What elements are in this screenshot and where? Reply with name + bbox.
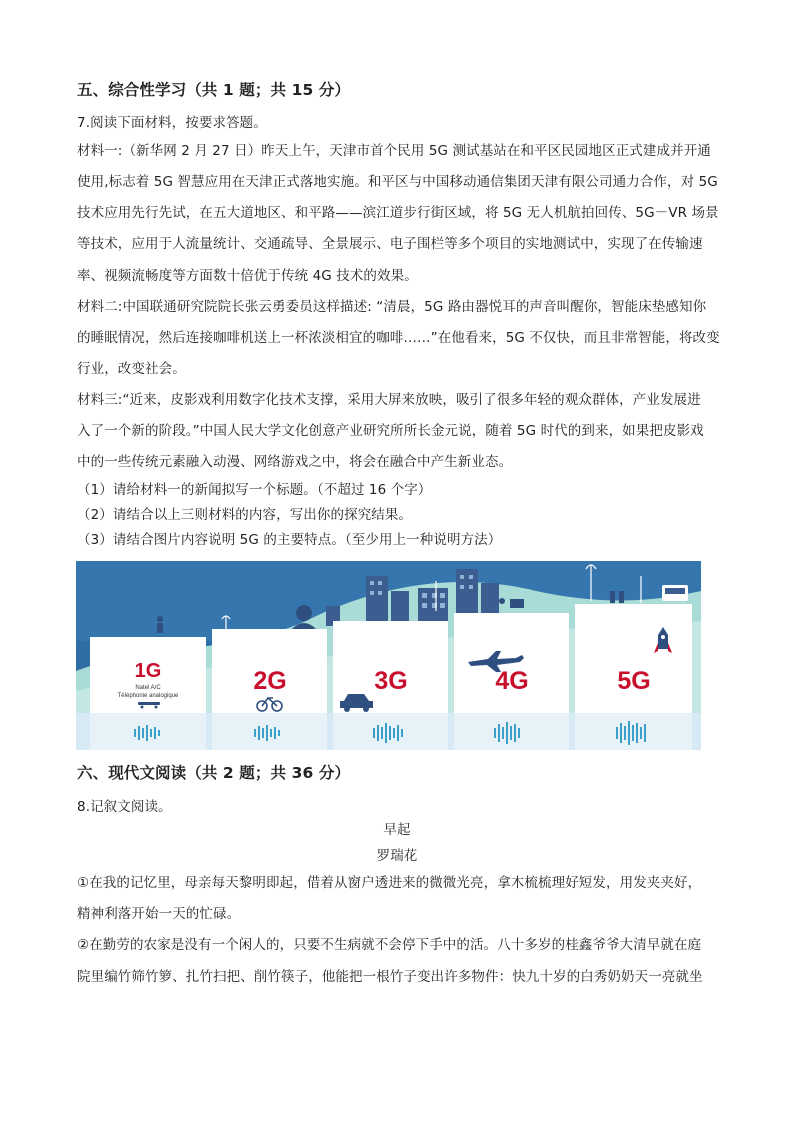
label-3g: 3G	[374, 667, 408, 695]
laptop-person-icon	[510, 599, 524, 608]
material1-line: 材料一:（新华网 2 月 27 日）昨天上午，天津市首个民用 5G 测试基站在和平区民园地区正式建成并开通	[77, 143, 711, 159]
essay-author: 罗瑞花	[376, 848, 418, 864]
headset-person-icon	[296, 605, 312, 621]
label-2g: 2G	[253, 667, 287, 695]
essay-paragraph-line: 院里编竹筛竹箩、扎竹扫把、削竹筷子，他能把一根竹子变出许多物件：快九十岁的白秀奶奶天一亮就坐	[77, 969, 703, 985]
label-4g: 4G	[495, 667, 529, 695]
material1-line: 技术应用先行先试，在五大道地区、和平路——滨江道步行街区域，将 5G 无人机航拍回传、5G－VR 场景	[77, 205, 719, 221]
label-1g: 1G	[134, 660, 162, 682]
material3-line: 中的一些传统元素融入动漫、网络游戏之中，将会在融合中产生新业态。	[77, 454, 513, 470]
caption-1g-line2: Téléphonie analogique	[117, 693, 179, 699]
material1-line: 率、视频流畅度等方面数十倍优于传统 4G 技术的效果。	[77, 268, 418, 284]
task-2: （2）请结合以上三则材料的内容，写出你的探究结果。	[77, 507, 413, 523]
task-1: （1）请给材料一的新闻拟写一个标题。（不超过 16 个字）	[77, 482, 432, 498]
caption-1g-line1: Natel A/C	[135, 685, 161, 691]
material1-line: 使用,标志着 5G 智慧应用在天津正式落地实施。和平区与中国移动通信集团天津有限公司通力合作，对 5G	[77, 174, 718, 190]
essay-title: 早起	[383, 822, 411, 838]
question-7-intro: 7.阅读下面材料，按要求答题。	[77, 115, 267, 131]
card-5g	[575, 604, 692, 713]
task-3: （3）请结合图片内容说明 5G 的主要特点。（至少用上一种说明方法）	[77, 532, 502, 548]
material2-line: 的睡眠情况，然后连接咖啡机送上一杯浓淡相宜的咖啡……”在他看来，5G 不仅快，而且非常智能，将改变	[77, 330, 720, 346]
material3-line: 材料三:“近来，皮影戏利用数字化技术支撑，采用大屏来放映，吸引了很多年轻的观众群体，产业发展进	[77, 392, 701, 408]
section6-title: 六、现代文阅读（共 2 题；共 36 分）	[77, 764, 351, 782]
material1-line: 等技术，应用于人流量统计、交通疏导、全景展示、电子围栏等多个项目的实地测试中，实现了在传输速	[77, 236, 703, 252]
network-generations-figure	[76, 561, 701, 750]
person-phone-icon	[157, 616, 163, 622]
people-icon	[610, 591, 615, 603]
essay-paragraph-line: ①在我的记忆里，母亲每天黎明即起，借着从窗户透进来的微微光亮，拿木梳梳理好短发，用发夹夹好，	[77, 875, 702, 891]
section5-title: 五、综合性学习（共 1 题；共 15 分）	[77, 81, 351, 99]
material2-line: 材料二:中国联通研究院院长张云勇委员这样描述: “清晨，5G 路由器悦耳的声音叫醒你，智能床垫感知你	[77, 299, 707, 315]
label-5g: 5G	[617, 667, 651, 695]
essay-paragraph-line: 精神利落开始一天的忙碌。	[77, 906, 241, 922]
material3-line: 入了一个新的阶段。”中国人民大学文化创意产业研究所所长金元说，随着 5G 时代的到来，如果把皮影戏	[77, 423, 704, 439]
essay-paragraph-line: ②在勤劳的农家是没有一个闲人的，只要不生病就不会停下手中的活。八十多岁的桂鑫爷爷大清早就在庭	[77, 937, 702, 953]
question-8-intro: 8.记叙文阅读。	[77, 799, 172, 815]
material2-line: 行业，改变社会。	[77, 361, 186, 377]
